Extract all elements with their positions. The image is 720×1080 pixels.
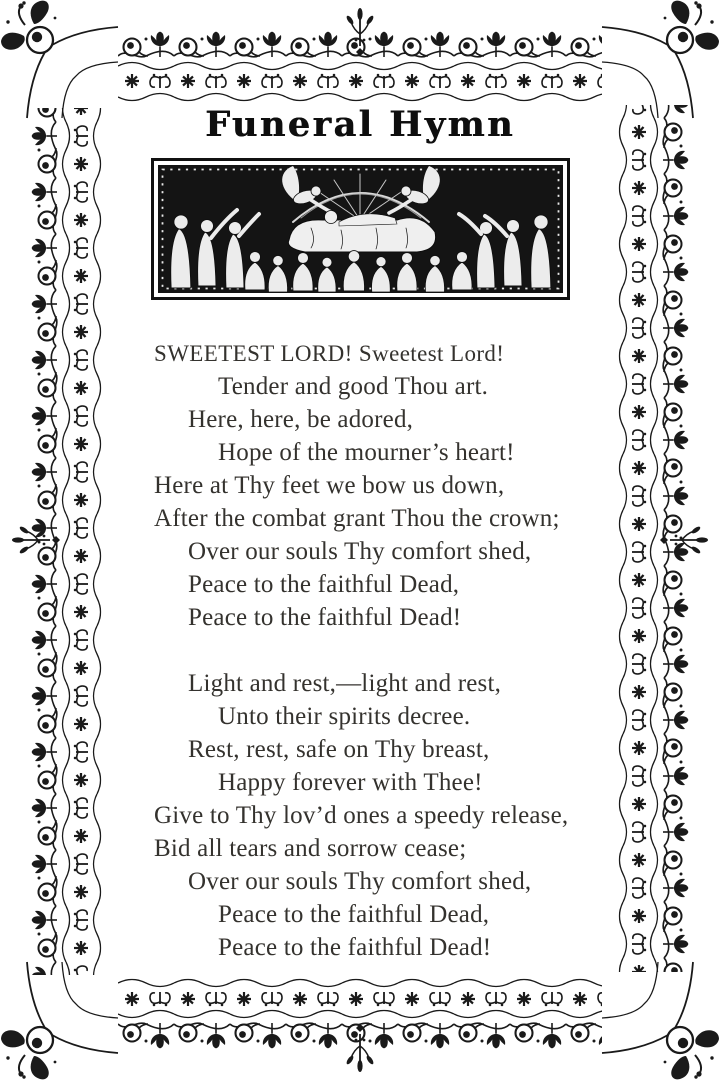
poem-line: Light and rest,—light and rest, [188,670,502,697]
corner-flourish-top-right [602,1,719,118]
border-right-band [618,105,690,972]
corner-flourish-bottom-right [602,962,719,1079]
poem-line: Peace to the faithful Dead, [218,901,490,928]
poem-line: Here at Thy feet we bow us down, [154,472,505,499]
funeral-scene-engraving [151,158,570,300]
poem-line: After the combat grant Thou the crown; [154,505,560,532]
poem-line: Peace to the faithful Dead! [218,934,492,961]
stanza [154,667,602,964]
poem-line: Over our souls Thy comfort shed, [188,538,532,565]
poem-line: Over our souls Thy comfort shed, [188,868,532,895]
poem-line: Peace to the faithful Dead! [188,604,462,631]
poem-line: Give to Thy lov’d ones a speedy release, [154,802,569,829]
poem-line: Hope of the mourner’s heart! [218,439,515,466]
poem-line: Rest, rest, safe on Thy breast, [188,736,490,763]
page-title: Funeral Hymn [205,104,515,145]
corner-flourish-top-left [1,1,118,118]
poem-line: Tender and good Thou art. [218,373,489,400]
poem-line: Bid all tears and sorrow cease; [154,835,467,862]
poem-line: SWEETEST LORD! Sweetest Lord! [154,341,505,366]
poem-line: Unto their spirits decree. [218,703,471,730]
corner-flourish-bottom-left [1,962,118,1079]
poem-line: Peace to the faithful Dead, [188,571,460,598]
stanza [154,337,602,634]
poem-line: Happy forever with Thee! [218,769,483,796]
border-left-band [30,108,102,975]
page-content [118,102,602,964]
poem [154,337,602,964]
poem-line: Here, here, be adored, [188,406,414,433]
